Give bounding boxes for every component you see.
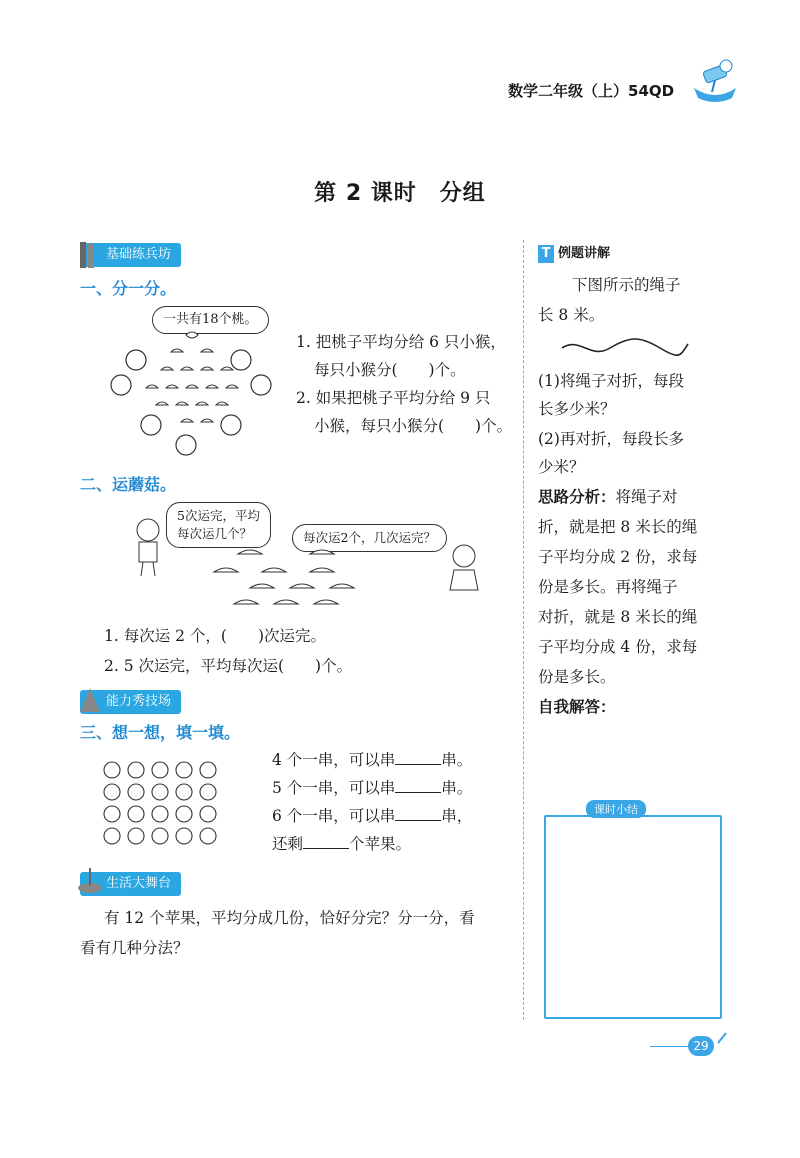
example-heading [538, 242, 610, 263]
analysis-line2: 折，就是把 8 米长的绳 [538, 518, 698, 536]
banner-label: 基础练兵坊 [106, 247, 172, 262]
section-3-heading: 三、想一想，填一填。 [80, 723, 241, 742]
answer-blank[interactable] [395, 804, 441, 821]
s3-line4 [272, 830, 411, 858]
section-2-heading: 二、运蘑菇。 [80, 475, 177, 494]
speech-bubble-girl: 每次运2个，几次运完？ [292, 524, 447, 552]
page-line [650, 1046, 690, 1047]
right-l4: 长多少米？ [538, 400, 616, 418]
s1-q1-line1: 1. 把桃子平均分给 6 只小猴， [296, 333, 506, 351]
mushrooms-illustration [210, 548, 370, 616]
s3-line1-end: 串。 [441, 751, 473, 769]
analysis-text: 将绳子对 [615, 488, 678, 506]
section-1-heading: 一、分一分。 [80, 279, 177, 298]
s2-q2: 2. 5 次运完，平均每次运( )个。 [104, 657, 353, 675]
apple-grid-illustration [100, 756, 230, 852]
analysis-line4: 份是多长。再将绳子 [538, 578, 678, 596]
answer-label: 自我解答： [538, 698, 616, 716]
analysis-line5: 对折，就是 8 米长的绳 [538, 608, 698, 626]
summary-box[interactable] [544, 815, 722, 1019]
analysis-line6: 子平均分成 4 份，求每 [538, 638, 698, 656]
right-l6: 少米？ [538, 458, 585, 476]
stage-icon [76, 864, 104, 898]
answer-blank[interactable] [303, 832, 349, 849]
s3-line1-text: 4 个一串，可以串 [272, 751, 396, 769]
s3-line4-end: 个苹果。 [349, 835, 412, 853]
s4-line1: 有 12 个苹果，平均分成几份，恰好分完？分一分，看 [104, 909, 475, 927]
page-title: 第 2 课时 分组 [314, 181, 486, 206]
t-badge-icon: T [538, 245, 554, 263]
right-l5: (2)再对折，每段长多 [538, 430, 684, 448]
pencil-icon [716, 1030, 728, 1049]
s1-q1-line2: 每只小猴分( )个。 [314, 361, 466, 379]
example-heading-label: 例题讲解 [558, 246, 611, 261]
s3-line1 [272, 746, 472, 774]
s3-line3-text: 6 个一串，可以串 [272, 807, 396, 825]
book-header: 数学二年级（上）54QD [508, 82, 675, 100]
page-number: 29 [688, 1036, 714, 1056]
answer-blank[interactable] [395, 748, 441, 765]
tent-icon [78, 686, 102, 718]
answer-blank[interactable] [395, 776, 441, 793]
bookshelf-icon [78, 240, 100, 274]
bubble-boy-line1: 5次运完，平均 [177, 508, 260, 523]
right-l2: 长 8 米。 [538, 306, 605, 324]
s4-line2: 看有几种分法？ [80, 939, 189, 957]
girl-illustration [446, 542, 482, 604]
s3-line2-end: 串。 [441, 779, 473, 797]
s3-line2 [272, 774, 472, 802]
rope-illustration [560, 334, 690, 366]
s1-q2-line1: 2. 如果把桃子平均分给 9 只 [296, 389, 491, 407]
s3-line2-text: 5 个一串，可以串 [272, 779, 396, 797]
right-l1: 下图所示的绳子 [572, 276, 681, 294]
telescope-icon [690, 58, 740, 108]
speech-bubble-boy [166, 502, 271, 548]
speech-bubble-peaches: 一共有18个桃。 [152, 306, 269, 334]
banner-label: 能力秀技场 [106, 694, 172, 709]
summary-banner: 课时小结 [586, 800, 646, 818]
banner-label: 生活大舞台 [106, 876, 172, 891]
s2-q1: 1. 每次运 2 个，( )次运完。 [104, 627, 327, 645]
column-divider [523, 240, 524, 1020]
bubble-boy-line2: 每次运几个？ [177, 526, 253, 541]
analysis-line1 [538, 482, 748, 512]
s3-line3-end: 串， [441, 807, 473, 825]
boy-illustration [130, 516, 166, 582]
s3-line4-text: 还剩 [272, 835, 304, 853]
s1-q2-line2: 小猴，每只小猴分( )个。 [314, 417, 513, 435]
monkeys-peaches-illustration [106, 330, 286, 464]
analysis-line7: 份是多长。 [538, 668, 616, 686]
analysis-label: 思路分析： [538, 488, 616, 506]
right-l3: (1)将绳子对折，每段 [538, 372, 684, 390]
s3-line3 [272, 802, 472, 830]
analysis-line3: 子平均分成 2 份，求每 [538, 548, 698, 566]
